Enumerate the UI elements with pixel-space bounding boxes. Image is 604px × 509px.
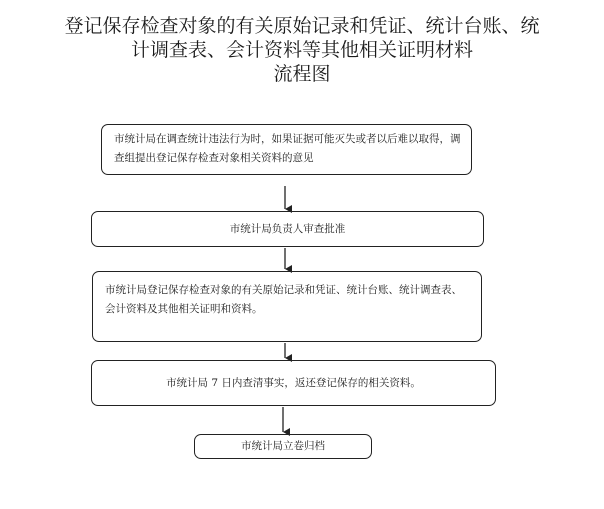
flow-step-3-text: 市统计局登记保存检查对象的有关原始记录和凭证、统计台账、统计调查表、会计资料及其他相关证明和资料。 <box>105 284 462 315</box>
title-line-2: 计调查表、会计资料等其他相关证明材料 <box>130 39 473 61</box>
flow-step-1-text: 市统计局在调查统计违法行为时，如果证据可能灭失或者以后难以取得，调查组提出登记保存检查对象相关资料的意见 <box>114 133 461 164</box>
title-line-1: 登记保存检查对象的有关原始记录和凭证、统计台账、统 <box>64 15 540 37</box>
flow-step-5-text: 市统计局立卷归档 <box>241 440 325 452</box>
title-line-3: 流程图 <box>273 63 331 85</box>
flow-step-4-text: 市统计局 7 日内查清事实，返还登记保存的相关资料。 <box>166 376 421 389</box>
flow-step-2-text: 市统计局负责人审查批准 <box>229 222 346 235</box>
